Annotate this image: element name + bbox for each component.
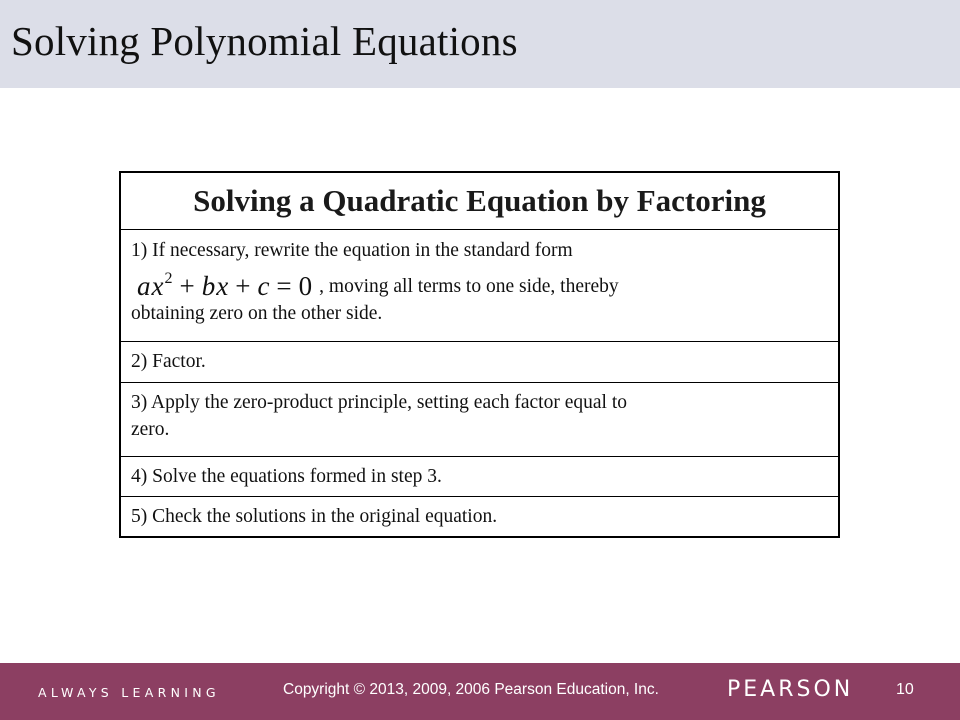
eq-ax: ax [137, 271, 165, 301]
eq-plus-1: + [179, 271, 196, 301]
step-row-3 [121, 383, 838, 457]
eq-plus-2: + [235, 271, 252, 301]
step-row-1 [121, 230, 838, 342]
step3-line2: zero. [131, 419, 170, 440]
copyright-notice: Copyright © 2013, 2009, 2006 Pearson Education, Inc. [283, 681, 659, 698]
footer-tagline: ALWAYS LEARNING [38, 685, 220, 700]
eq-equals: = [276, 271, 293, 301]
step2-text: 2) Factor. [131, 351, 206, 372]
slide-title: Solving Polynomial Equations [11, 18, 518, 64]
step-row-4 [121, 457, 838, 497]
eq-bx: bx [201, 271, 230, 301]
pearson-logo: PEARSON [727, 677, 854, 702]
step4-text: 4) Solve the equations formed in step 3. [131, 466, 442, 487]
eq-c: c [257, 271, 271, 301]
step1-line2 [131, 264, 828, 300]
standard-form-equation [137, 265, 313, 300]
title-bar [0, 0, 960, 88]
step-row-2 [121, 342, 838, 383]
step1-line3: obtaining zero on the other side. [131, 303, 383, 324]
step3-line1: 3) Apply the zero-product principle, setting each factor equal to [131, 392, 627, 413]
step-row-5 [121, 497, 838, 536]
eq-zero: 0 [298, 271, 314, 301]
page-number: 10 [896, 681, 914, 698]
table-header: Solving a Quadratic Equation by Factoring [121, 173, 838, 230]
step1-line1: 1) If necessary, rewrite the equation in the standard form [131, 240, 573, 261]
step1-line2-text: , moving all terms to one side, thereby [319, 276, 619, 297]
step5-text: 5) Check the solutions in the original equation. [131, 506, 498, 527]
steps-table [119, 171, 840, 538]
eq-exponent: 2 [164, 270, 174, 287]
footer-bar [0, 663, 960, 720]
